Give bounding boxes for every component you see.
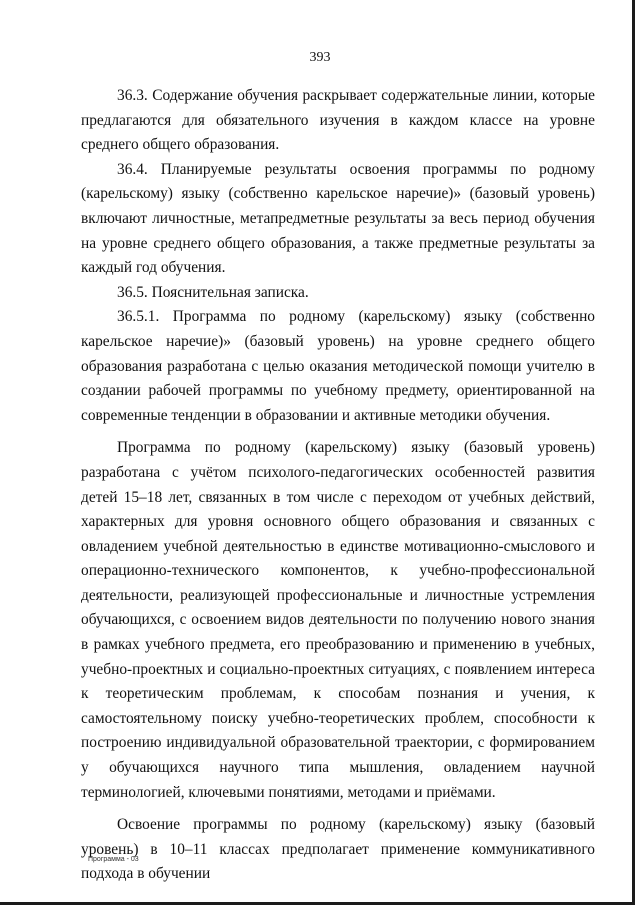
page-footer: Программа - 03 xyxy=(88,856,139,863)
page-number: 393 xyxy=(309,50,331,65)
paragraph-36-3: 36.3. Содержание обучения раскрывает содержательные линии, которые предлагаются для обязательного изучения в каждом классе на уровне среднего общего образования. xyxy=(81,87,595,154)
paragraph-program-mastery: Освоение программы по родному (карельскому) языку (базовый уровень) в 10–11 классах предполагает применение коммуникативного подхода в обучении xyxy=(81,816,595,883)
paragraph-program-development: Программа по родному (карельскому) языку (базовый уровень) разработана с учётом психолого-педагогических особенностей развития детей 15–18 лет, связанных в том числе с переходом от учебных действий, характерных для уровня основного общего образования и связанных с овладением учебной деятельностью в единстве мотивационно-смыслового и операционно-технического компонентов, к учебно-профессиональной деятельности, реализующей профессиональные и личностные устремления обучающихся, с освоением видов деятельности по получению нового знания в рамках учебного предмета, его преобразованию и применению в учебных, учебно-проектных и социально-проектных ситуациях, с появлением интереса к теоретическим проблемам, к способам познания и учения, к самостоятельному поиску учебно-теоретических проблем, способности к построению индивидуальной образовательной траектории, с формированием у обучающихся научного типа мышления, овладением научной терминологией, ключевыми понятиями, методами и приёмами. xyxy=(81,439,595,801)
paragraph-36-4: 36.4. Планируемые результаты освоения программы по родному (карельскому) языку (собственно карельское наречие)» (базовый уровень) включают личностные, метапредметные результаты за весь период обучения на уровне среднего общего образования, а также предметные результаты за каждый год обучения. xyxy=(81,160,595,277)
document-body xyxy=(81,84,595,887)
paragraph-36-5-1: 36.5.1. Программа по родному (карельскому) языку (собственно карельское наречие)» (базовый уровень) на уровне среднего общего образования разработана с целью оказания методической помощи учителю в создании рабочей программы по учебному предмету, ориентированной на современные тенденции в образовании и активные методики обучения. xyxy=(81,308,595,424)
paragraph-36-5: 36.5. Пояснительная записка. xyxy=(117,283,309,301)
